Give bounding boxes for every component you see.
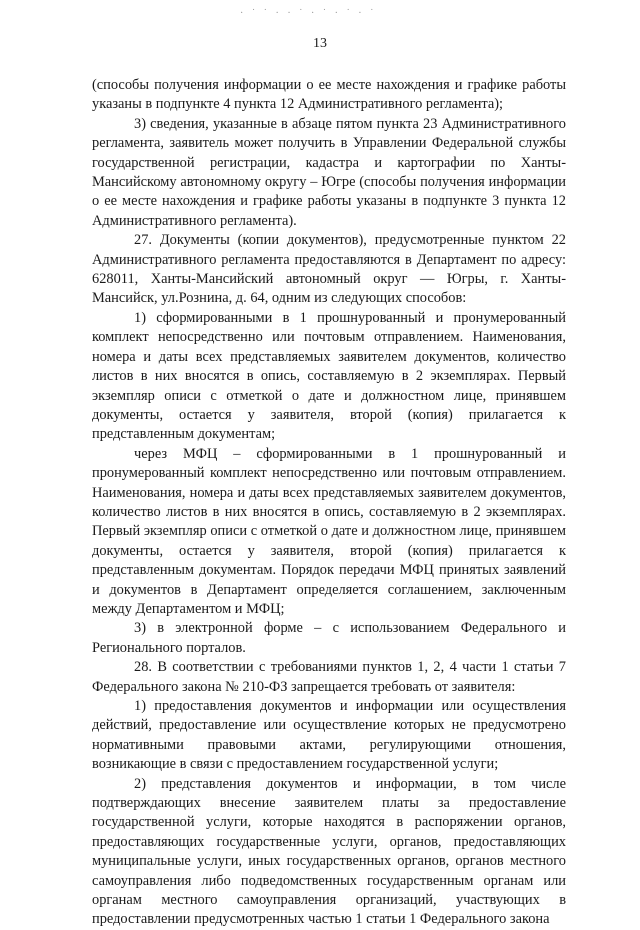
paragraph-28: 28. В соответствии с требованиями пунктов 1, 2, 4 части 1 статьи 7 Федерального закона № 210-ФЗ запрещается требовать от заявителя: xyxy=(92,659,566,695)
paragraph-continuation: (способы получения информации о ее месте нахождения и графике работы указаны в подпункте 4 пункта 12 Административного регламента); xyxy=(92,77,566,113)
document-body xyxy=(92,76,566,930)
paragraph-28-item-2: 2) представления документов и информации, в том числе подтверждающих внесение заявителем платы за предоставление государственной услуги, которые находятся в распоряжении органов, предоставляющих государственные услуги, органов, предоставляющих муниципальные услуги, иных государственных органов, органов местного самоуправления либо подведомственных государственным органам или органам местного самоуправления организаций, участвующих в предоставлении предусмотренных частью 1 статьи 1 Федерального закона xyxy=(92,775,566,928)
scan-artifact: · ˙ ˙ · · ˙ · ˙ · ˙ · ˙ xyxy=(240,8,377,19)
paragraph-28-item-1: 1) предоставления документов и информации или осуществления действий, предоставление или осуществление которых не предусмотрено нормативными правовыми актами, регулирующими отношения, возникающие в связи с предоставлением государственной услуги; xyxy=(92,698,566,773)
paragraph-item-3-rosreestr: 3) сведения, указанные в абзаце пятом пункта 23 Административного регламента, заявитель может получить в Управлении Федеральной службы государственной регистрации, кадастра и картографии по Ханты-Мансийскому автономному округу – Югре (способы получения информации о ее месте нахождения и графике работы указаны в подпункте 3 пункта 12 Административного регламента). xyxy=(92,115,566,229)
paragraph-27-item-3: 3) в электронной форме – с использованием Федерального и Регионального порталов. xyxy=(92,620,566,656)
paragraph-27: 27. Документы (копии документов), предусмотренные пунктом 22 Административного регламента предоставляются в Департамент по адресу: 628011, Ханты-Мансийский автономный округ — Югры, г. Ханты-Мансийск, ул.Рознина, д. 64, одним из следующих способов: xyxy=(92,232,566,307)
page-number: 13 xyxy=(313,36,327,51)
paragraph-27-mfc: через МФЦ – сформированными в 1 прошнурованный и пронумерованный комплект непосредственно или почтовым отправлением. Наименования, номера и даты всех представляемых заявителем документов, количество листов в них вносятся в опись, составляемую в 2 экземплярах. Первый экземпляр описи с отметкой о дате и должностном лице, принявшем документы, остается у заявителя, второй (копия) прилагается к представленным документам. Порядок передачи МФЦ принятых заявлений и документов в Департамент определяется соглашением, заключенным между Департаментом и МФЦ; xyxy=(92,445,566,617)
paragraph-27-item-1: 1) сформированными в 1 прошнурованный и пронумерованный комплект непосредственно или почтовым отправлением. Наименования, номера и даты всех представляемых заявителем документов, количество листов в них вносятся в опись, составляемую в 2 экземплярах. Первый экземпляр описи с отметкой о дате и должностном лице, принявшем документы, остается у заявителя, второй (копия) прилагается к представленным документам; xyxy=(92,309,566,443)
